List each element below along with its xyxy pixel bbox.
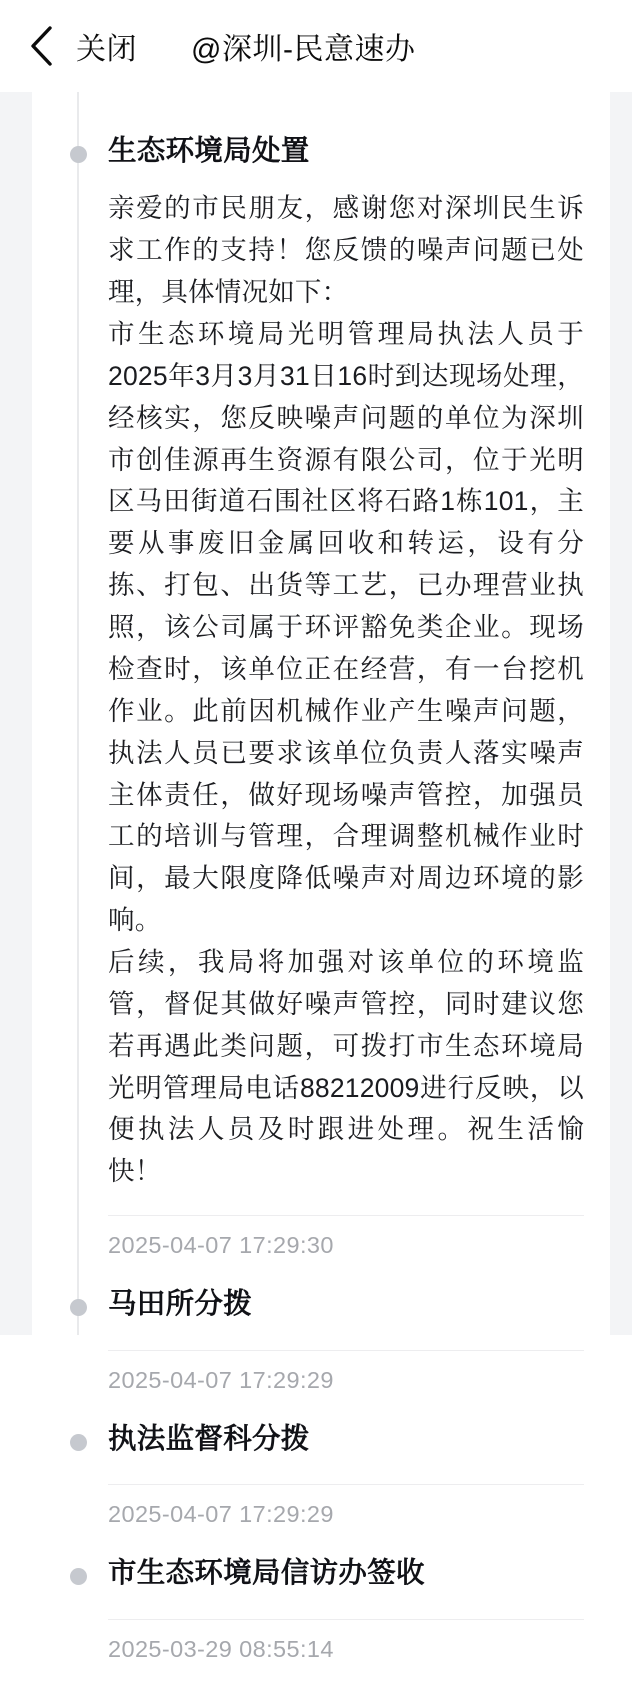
event-timestamp: 2025-04-07 17:29:29 <box>108 1366 334 1393</box>
timeline-dot-icon <box>70 146 87 163</box>
close-button[interactable]: 关闭 <box>76 33 137 66</box>
content-area <box>0 92 632 1662</box>
timeline-dot-icon <box>70 1568 87 1585</box>
event-timestamp: 2025-04-07 17:29:30 <box>108 1232 334 1259</box>
event-timestamp: 2025-03-29 08:55:14 <box>108 1635 334 1662</box>
list-item[interactable] <box>32 1420 610 1554</box>
event-title: 执法监督科分拨 <box>108 1422 310 1455</box>
chevron-left-icon[interactable] <box>18 23 64 69</box>
timeline-dot-icon <box>70 1434 87 1451</box>
event-title: 生态环境局处置 <box>108 135 310 167</box>
event-title: 市生态环境局信访办签收 <box>108 1557 425 1590</box>
event-paragraph: 亲爱的市民朋友，感谢您对深圳民生诉求工作的支持！您反馈的噪声问题已处理，具体情况如下： <box>108 193 584 308</box>
timeline-dot-icon <box>70 1299 87 1316</box>
event-title: 马田所分拨 <box>108 1288 253 1321</box>
event-timestamp: 2025-04-07 17:29:29 <box>108 1501 334 1528</box>
event-paragraph: 后续，我局将加强对该单位的环境监管，督促其做好噪声管控，同时建议您若再遇此类问题，可拨打市生态环境局光明管理局电话88212009进行反映，以便执法人员及时跟进处理。祝生活愉快！ <box>108 946 584 1187</box>
left-gutter <box>0 92 32 1339</box>
event-body <box>108 188 584 1193</box>
list-item[interactable] <box>32 1554 610 1688</box>
list-item[interactable] <box>32 1285 610 1419</box>
bottom-edge <box>0 1335 632 1339</box>
page-title: @深圳-民意速办 <box>191 33 416 66</box>
page-header <box>0 0 632 92</box>
timeline-list <box>32 92 610 1689</box>
timeline-sheet <box>32 92 610 1662</box>
right-gutter <box>610 92 632 1339</box>
event-paragraph: 市生态环境局光明管理局执法人员于2025年3月3月31日16时到达现场处理，经核实，您反映噪声问题的单位为深圳市创佳源再生资源有限公司，位于光明区马田街道石围社区将石路1栋101，主要从事废旧金属回收和转运，设有分拣、打包、出货等工艺，已办理营业执照，该公司属于环评豁免类企业。现场检查时，该单位正在经营，有一台挖机作业。此前因机械作业产生噪声问题，执法人员已要求该单位负责人落实噪声主体责任，做好现场噪声管控，加强员工的培训与管理，合理调整机械作业时间，最大限度降低噪声对周边环境的影响。 <box>108 319 584 936</box>
list-item[interactable] <box>32 132 610 1285</box>
